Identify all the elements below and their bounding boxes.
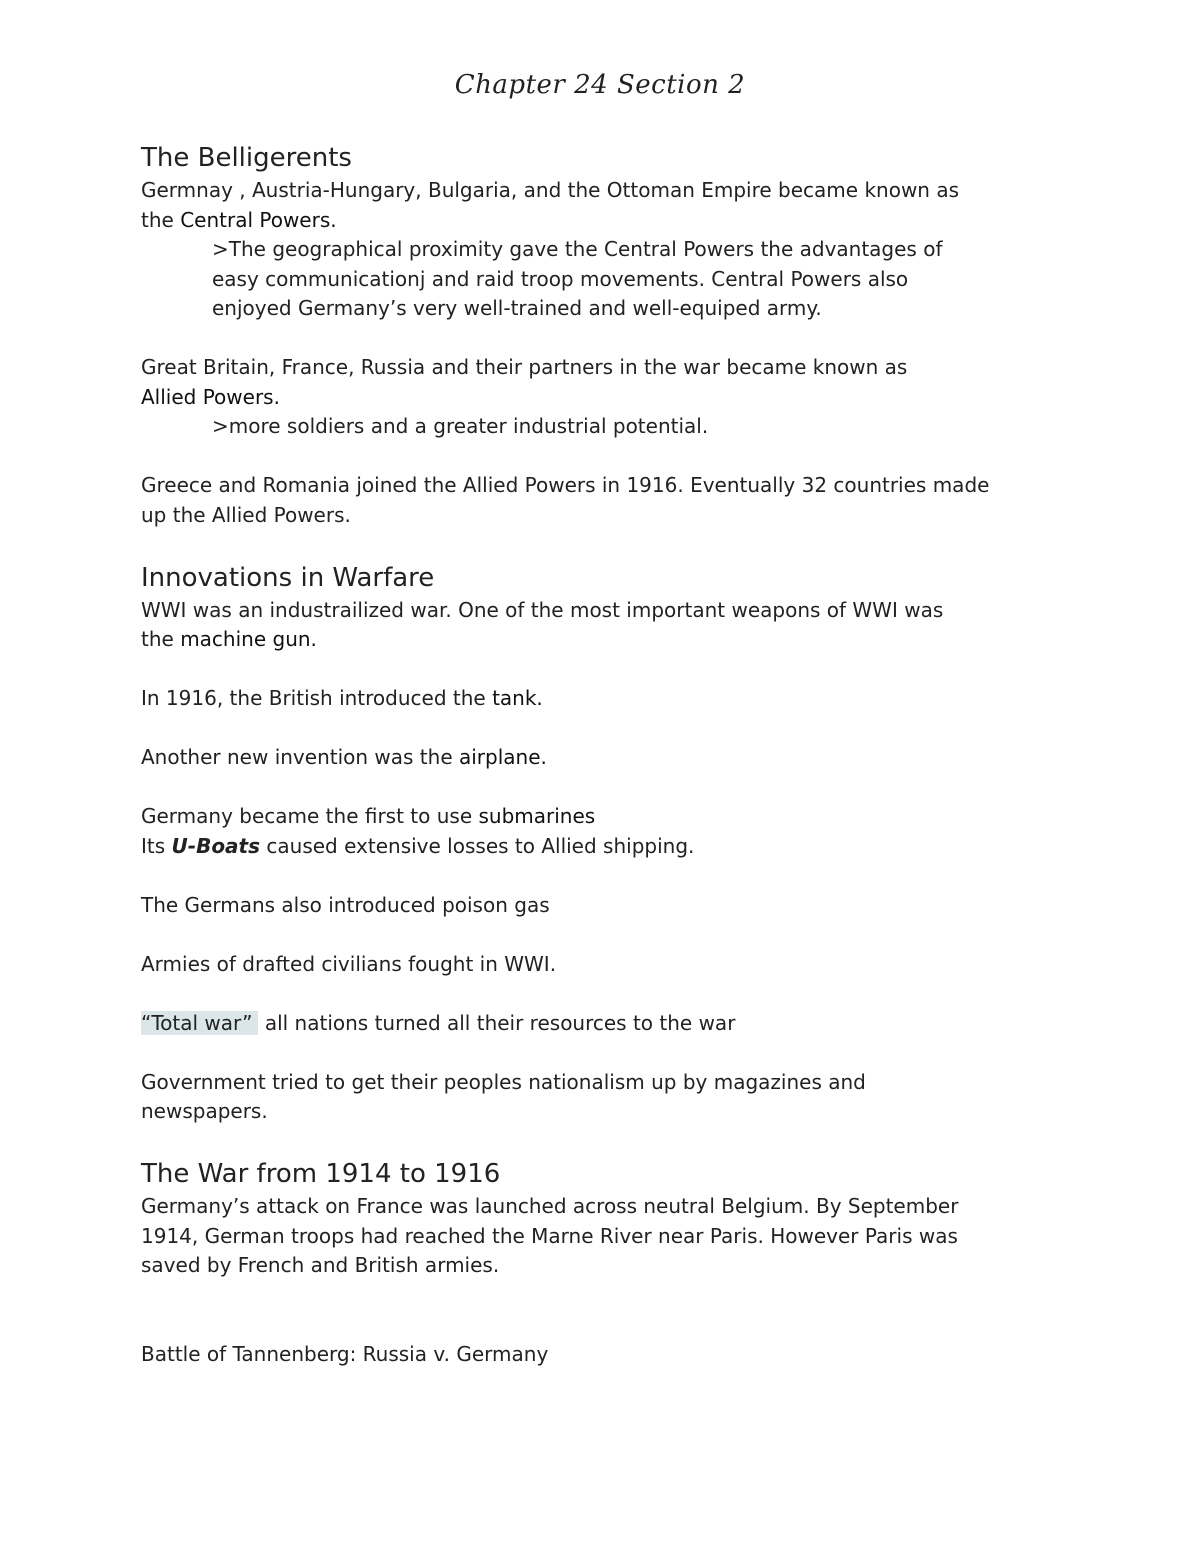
spacer bbox=[141, 920, 1071, 950]
paragraph-line: up the Allied Powers. bbox=[141, 502, 351, 527]
paragraph-line: Germnay , Austria-Hungary, Bulgaria, and the Ottoman Empire became known as bbox=[141, 178, 960, 202]
key-term-submarines: submarines bbox=[478, 804, 596, 828]
paragraph-line: saved by French and British armies. bbox=[141, 1253, 500, 1277]
paragraph-line: 1914, German troops had reached the Marne River near Paris. However Paris was bbox=[141, 1223, 958, 1248]
paragraph-line: Government tried to get their peoples nationalism up by magazines and bbox=[141, 1069, 866, 1094]
key-term-tank: tank. bbox=[492, 686, 543, 710]
text-run: In 1916, the British introduced the bbox=[141, 686, 493, 710]
text-run: caused extensive losses to Allied shipping. bbox=[260, 833, 695, 858]
paragraph-line bbox=[141, 625, 1071, 655]
paragraph-line: The Germans also introduced poison gas bbox=[141, 892, 550, 917]
paragraph-line bbox=[141, 206, 1071, 236]
key-term-airplane: airplane. bbox=[458, 745, 547, 769]
spacer bbox=[141, 324, 1071, 354]
heading-innovations: Innovations in Warfare bbox=[141, 562, 435, 593]
spacer bbox=[141, 773, 1071, 803]
heading-belligerents: The Belligerents bbox=[141, 143, 352, 173]
paragraph-line: Battle of Tannenberg: Russia v. Germany bbox=[141, 1341, 549, 1366]
document-body bbox=[141, 140, 1071, 1369]
paragraph-line: WWI was an industrailized war. One of the most important weapons of WWI was bbox=[141, 597, 944, 622]
paragraph-line: Germany’s attack on France was launched across neutral Belgium. By September bbox=[141, 1194, 959, 1218]
paragraph-line: newspapers. bbox=[141, 1099, 268, 1123]
text-run: Its bbox=[141, 833, 172, 858]
text-run: the bbox=[141, 627, 181, 651]
paragraph-line: Armies of drafted civilians fought in WWI. bbox=[141, 951, 557, 976]
key-term-u-boats: U-Boats bbox=[171, 833, 261, 858]
key-term-machine-gun: machine gun. bbox=[180, 627, 317, 651]
paragraph-line bbox=[141, 684, 1071, 714]
paragraph-line bbox=[141, 1009, 1071, 1039]
spacer bbox=[141, 861, 1071, 891]
sub-point-line: >more soldiers and a greater industrial potential. bbox=[212, 414, 709, 438]
spacer bbox=[141, 530, 1071, 560]
sub-point-line: >The geographical proximity gave the Central Powers the advantages of bbox=[212, 237, 943, 261]
key-term-central-powers: Central Powers. bbox=[180, 207, 337, 232]
page-title: Chapter 24 Section 2 bbox=[454, 70, 746, 100]
spacer bbox=[141, 979, 1071, 1009]
key-term-allied-powers: Allied Powers. bbox=[141, 384, 280, 409]
text-run: the bbox=[141, 207, 181, 232]
paragraph-line: Great Britain, France, Russia and their partners in the war became known as bbox=[141, 355, 908, 379]
paragraph-line bbox=[141, 832, 1071, 862]
spacer bbox=[141, 655, 1071, 685]
spacer bbox=[141, 442, 1071, 472]
spacer bbox=[141, 1281, 1071, 1340]
text-run: all nations turned all their resources to the war bbox=[258, 1010, 736, 1035]
sub-point-line: easy communicationj and raid troop movements. Central Powers also bbox=[212, 266, 909, 291]
sub-point-line: enjoyed Germany’s very well-trained and well-equiped army. bbox=[212, 296, 822, 320]
paragraph-line: Greece and Romania joined the Allied Powers in 1916. Eventually 32 countries made bbox=[141, 473, 990, 497]
spacer bbox=[141, 1127, 1071, 1157]
text-run: Germany became the first to use bbox=[141, 804, 479, 828]
spacer bbox=[141, 714, 1071, 744]
paragraph-line bbox=[141, 743, 1071, 773]
highlighted-term-total-war: “Total war” bbox=[141, 1011, 258, 1035]
heading-war-1914-1916: The War from 1914 to 1916 bbox=[141, 1159, 501, 1189]
text-run: Another new invention was the bbox=[141, 745, 459, 769]
spacer bbox=[141, 1038, 1071, 1068]
paragraph-line bbox=[141, 383, 1071, 413]
paragraph-line bbox=[141, 802, 1071, 832]
